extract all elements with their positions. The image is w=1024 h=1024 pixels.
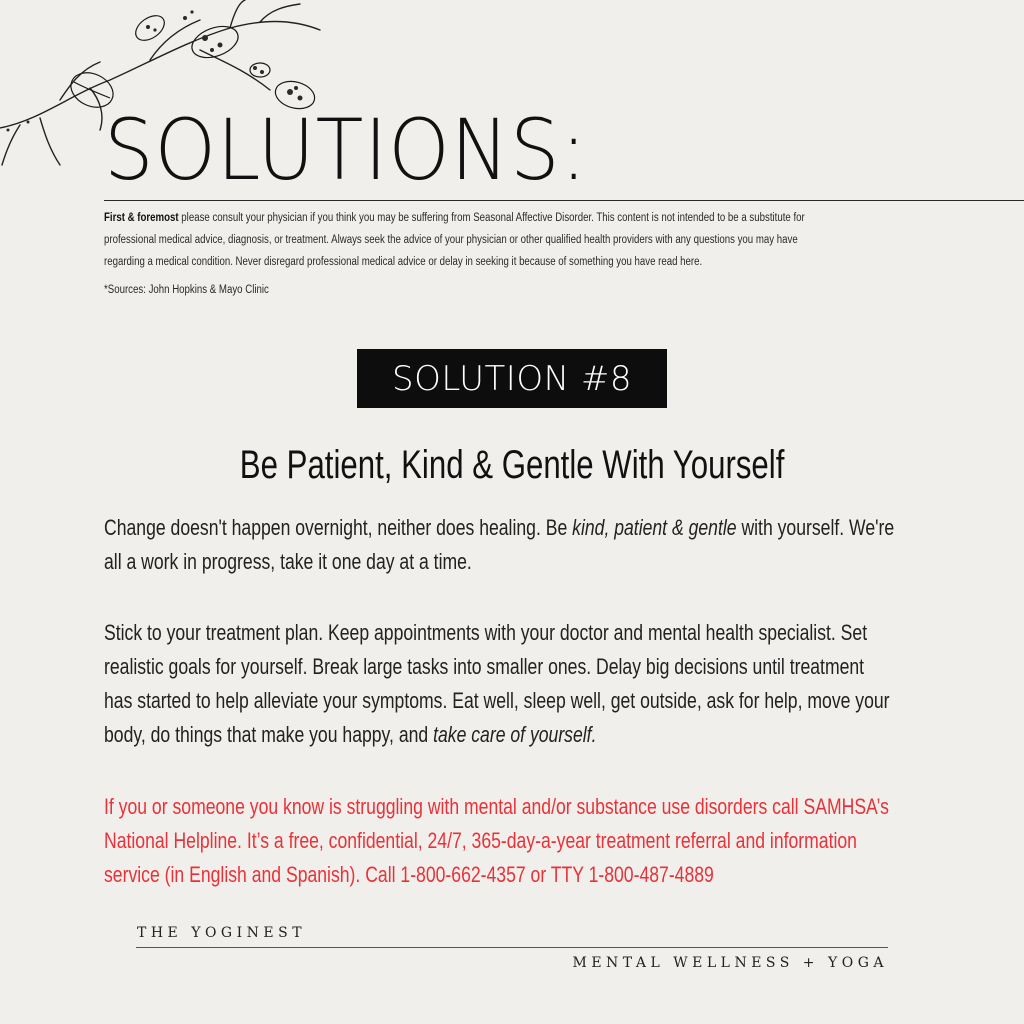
paragraph-treatment-plan [104,616,912,752]
paragraph-treatment-line-1: Stick to your treatment plan. Keep appointments with your doctor and mental health specialist. Set [104,620,868,645]
disclaimer-text [104,207,934,273]
disclaimer-line-1: please consult your physician if you think you may be suffering from Seasonal Affective Disorder. This content is not intended to be a substitute for [178,212,805,224]
brand-tagline: MENTAL WELLNESS + YOGA [572,955,888,971]
paragraph-treatment-emphasis: take care of yourself. [433,722,597,747]
brand-name: THE YOGINEST [137,925,307,941]
helpline-line-3: service (in English and Spanish). Call 1-800-662-4357 or TTY 1-800-487-4889 [104,862,714,887]
paragraph-treatment-line-2: realistic goals for yourself. Break large tasks into smaller ones. Delay big decisions until treatment [104,654,865,679]
helpline-line-1: If you or someone you know is struggling with mental and/or substance use disorders call SAMHSA’s [104,794,889,819]
solution-badge [357,349,667,408]
paragraph-patience-line-2: all a work in progress, take it one day at a time. [104,549,472,574]
paragraph-patience-line-1: Change doesn't happen overnight, neither does healing. Be [104,515,573,540]
heading-divider [104,200,1024,201]
solution-badge-label: SOLUTION #8 [392,358,632,399]
paragraph-treatment-line-3: has started to help alleviate your symptoms. Eat well, sleep well, get outside, ask for help, move your [104,688,890,713]
paragraph-patience-emphasis: kind, patient & gentle [572,515,737,540]
page-heading: SOLUTIONS: [104,101,588,199]
paragraph-patience-line-1-end: with yourself. We're [736,515,895,540]
sources-note: *Sources: John Hopkins & Mayo Clinic [104,284,269,296]
paragraph-patience [104,511,912,579]
helpline-notice [104,790,912,892]
footer-divider [136,947,888,948]
paragraph-treatment-line-4: body, do things that make you happy, and [104,722,434,747]
disclaimer-lead: First & foremost [104,212,179,224]
solution-title [0,443,1024,488]
disclaimer-line-2: professional medical advice, diagnosis, or treatment. Always seek the advice of your physician or other qualified health providers with any questions you may have [104,234,798,246]
disclaimer-line-3: regarding a medical condition. Never disregard professional medical advice or delay in seeking it because of something you have read here. [104,256,703,268]
helpline-line-2: National Helpline. It’s a free, confidential, 24/7, 365-day-a-year treatment referral and information [104,828,857,853]
solution-title-text: Be Patient, Kind & Gentle With Yourself [239,443,785,487]
